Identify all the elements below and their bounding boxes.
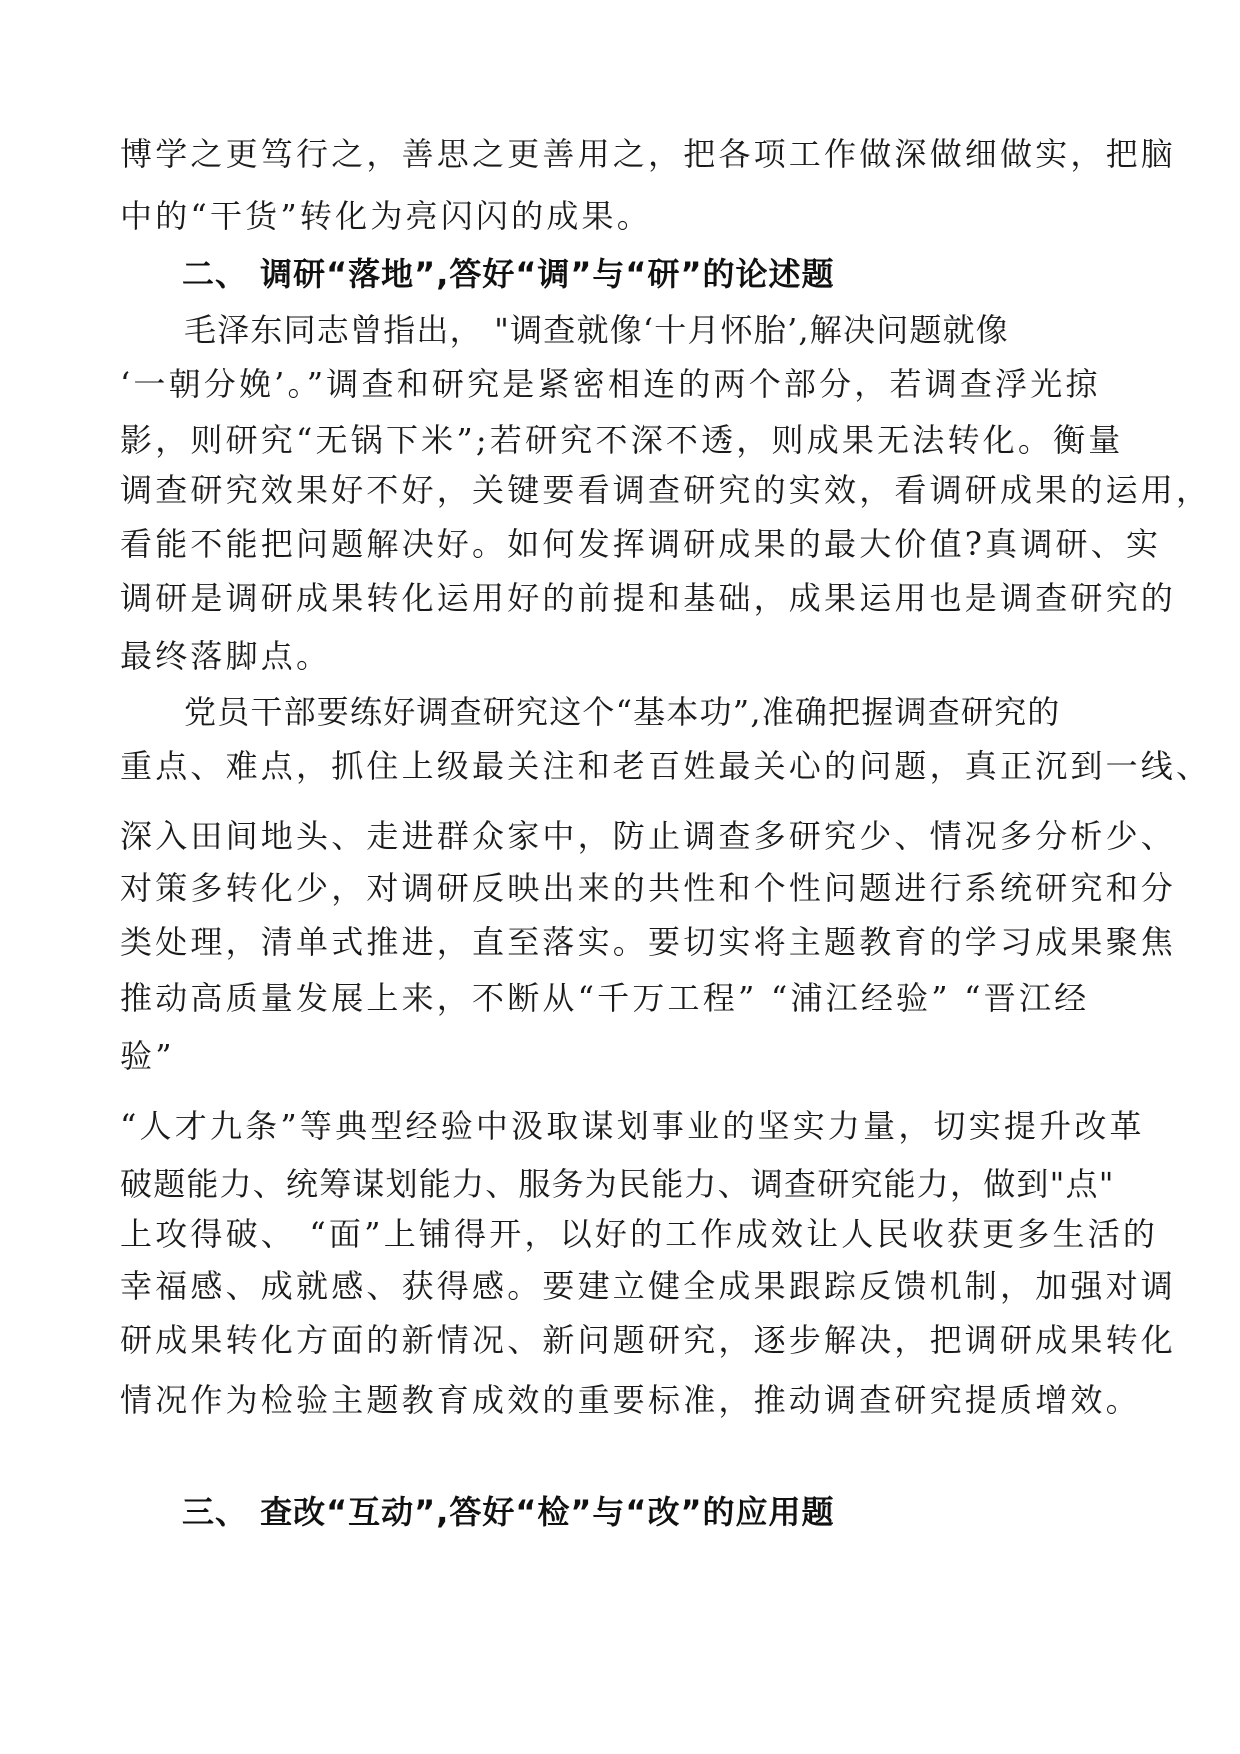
paragraph-line: 上攻得破、 “面”上铺得开，以好的工作成效让人民收获更多生活的 xyxy=(120,1215,1159,1253)
paragraph-line: 重点、难点，抓住上级最关注和老百姓最关心的问题，真正沉到一线、 xyxy=(120,747,1212,785)
paragraph-line: ‘一朝分娩’。”调查和研究是紧密相连的两个部分，若调查浮光掠 xyxy=(120,365,1101,403)
section-heading-3: 三、 查改“互动”,答好“检”与“改”的应用题 xyxy=(182,1493,835,1531)
paragraph-line: 调查研究效果好不好，关键要看调查研究的实效，看调研成果的运用， xyxy=(120,471,1212,509)
section-heading-2: 二、 调研“落地”,答好“调”与“研”的论述题 xyxy=(182,255,835,293)
paragraph-line: 幸福感、成就感、获得感。要建立健全成果跟踪反馈机制，加强对调 xyxy=(120,1267,1177,1305)
paragraph-line: 看能不能把问题解决好。如何发挥调研成果的最大价值?真调研、实 xyxy=(120,525,1162,563)
paragraph-line: 深入田间地头、走进群众家中，防止调查多研究少、情况多分析少、 xyxy=(120,817,1177,855)
paragraph-line: 研成果转化方面的新情况、新问题研究，逐步解决，把调研成果转化 xyxy=(120,1321,1177,1359)
paragraph-line: 推动高质量发展上来，不断从“千万工程” “浦江经验” “晋江经 xyxy=(120,979,1090,1017)
paragraph-line: “人才九条”等典型经验中汲取谋划事业的坚实力量，切实提升改革 xyxy=(120,1107,1145,1145)
paragraph-line: 破题能力、统筹谋划能力、服务为民能力、调查研究能力，做到"点" xyxy=(120,1165,1115,1203)
paragraph-line: 调研是调研成果转化运用好的前提和基础，成果运用也是调查研究的 xyxy=(120,579,1177,617)
paragraph-line: 最终落脚点。 xyxy=(120,637,332,675)
paragraph-line: 影，则研究“无锅下米”;若研究不深不透，则成果无法转化。衡量 xyxy=(120,421,1124,459)
paragraph-line: 对策多转化少，对调研反映出来的共性和个性问题进行系统研究和分 xyxy=(120,869,1177,907)
paragraph-line: 中的“干货”转化为亮闪闪的成果。 xyxy=(120,197,652,235)
paragraph-line: 博学之更笃行之，善思之更善用之，把各项工作做深做细做实，把脑 xyxy=(120,135,1177,173)
paragraph-line: 毛泽东同志曾指出， "调查就像‘十月怀胎’,解决问题就像 xyxy=(184,311,1010,349)
paragraph-line: 情况作为检验主题教育成效的重要标准，推动调查研究提质增效。 xyxy=(120,1381,1141,1419)
paragraph-line: 类处理，清单式推进，直至落实。要切实将主题教育的学习成果聚焦 xyxy=(120,923,1177,961)
paragraph-line: 验” xyxy=(120,1037,175,1075)
paragraph-line: 党员干部要练好调查研究这个“基本功”,准确把握调查研究的 xyxy=(184,693,1061,731)
